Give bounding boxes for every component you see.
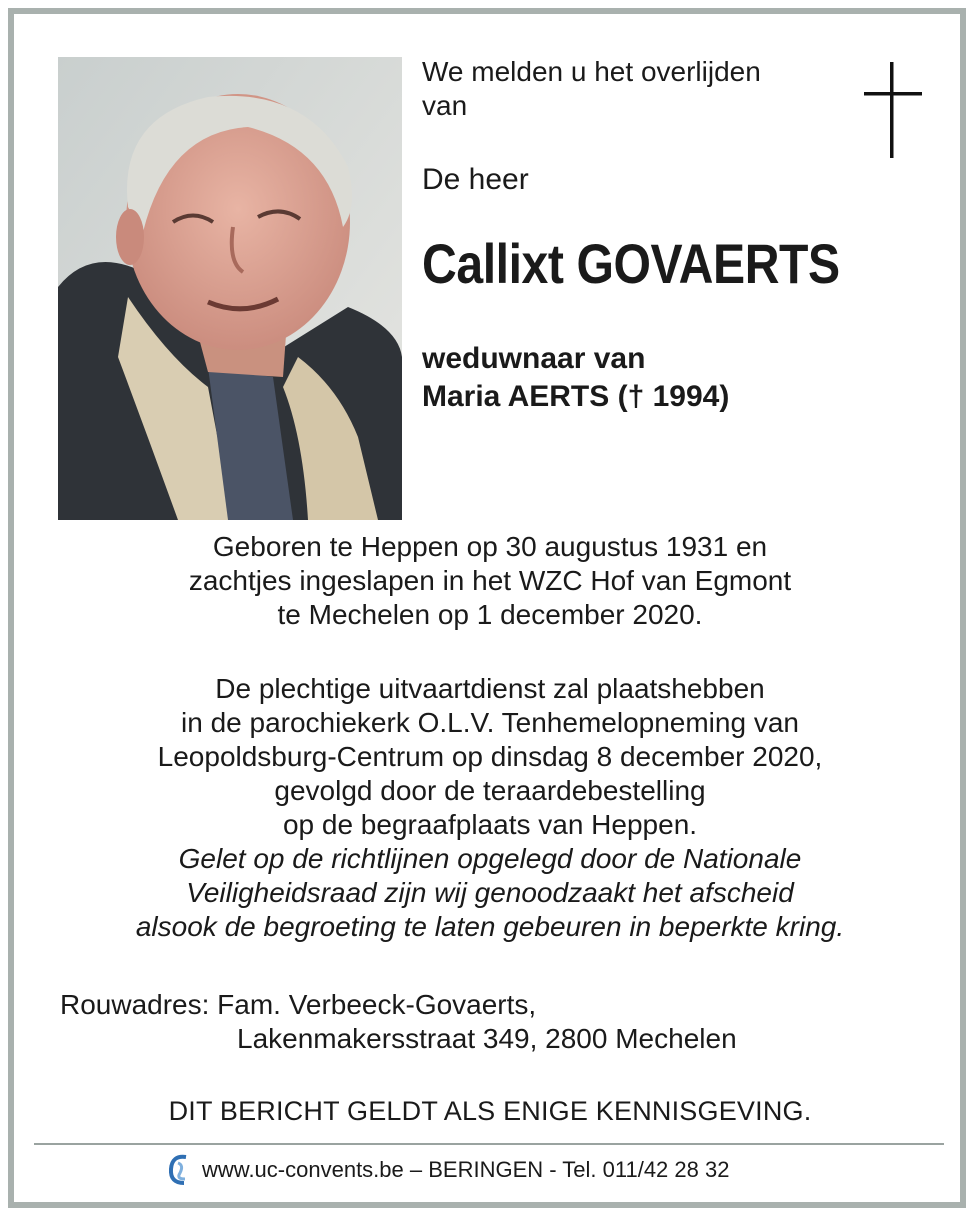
intro-text: [422, 55, 842, 123]
spouse-info: [422, 340, 729, 416]
funeral-line: in de parochiekerk O.L.V. Tenhemelopneming van: [181, 707, 799, 738]
covid-note-line: Veiligheidsraad zijn wij genoodzaakt het afscheid: [186, 877, 794, 908]
intro-line-1: We melden u het overlijden: [422, 56, 761, 87]
intro-line-2: van: [422, 90, 468, 121]
deceased-name: Callixt GOVAERTS: [422, 232, 840, 295]
covid-note-line: Gelet op de richtlijnen opgelegd door de Nationale: [178, 843, 802, 874]
funeral-info: [40, 672, 940, 944]
born-line: Geboren te Heppen op 30 augustus 1931 en: [212, 531, 768, 562]
funeral-line: op de begraafplaats van Heppen.: [282, 809, 698, 840]
funeral-line: gevolgd door de teraardebestelling: [274, 775, 706, 806]
rouwadres-line-1: Rouwadres: Fam. Verbeeck-Govaerts,: [60, 989, 537, 1020]
uc-convents-logo-icon: [166, 1153, 192, 1187]
footer-contact[interactable]: www.uc-convents.be – BERINGEN - Tel. 011/42 28 32: [202, 1157, 730, 1182]
rouwadres-line-2: Lakenmakersstraat 349, 2800 Mechelen: [237, 1023, 737, 1054]
born-line: zachtjes ingeslapen in het WZC Hof van Egmont: [188, 565, 792, 596]
honorific: De heer: [422, 163, 529, 196]
spouse-line-1: weduwnaar van: [422, 342, 646, 375]
funeral-line: Leopoldsburg-Centrum op dinsdag 8 december 2020,: [157, 741, 823, 772]
footer: [166, 1150, 729, 1190]
born-line: te Mechelen op 1 december 2020.: [277, 599, 703, 630]
footer-divider: [34, 1143, 944, 1145]
birth-death-info: [40, 530, 940, 632]
covid-note-line: alsook de begroeting te laten gebeuren in beperkte kring.: [135, 911, 845, 942]
portrait-photo: [58, 57, 402, 520]
funeral-line: De plechtige uitvaartdienst zal plaatshebben: [215, 673, 765, 704]
spouse-line-2: Maria AERTS († 1994): [422, 380, 730, 413]
cross-icon: [864, 62, 922, 158]
sole-notice-statement: DIT BERICHT GELDT ALS ENIGE KENNISGEVING.: [168, 1096, 812, 1126]
